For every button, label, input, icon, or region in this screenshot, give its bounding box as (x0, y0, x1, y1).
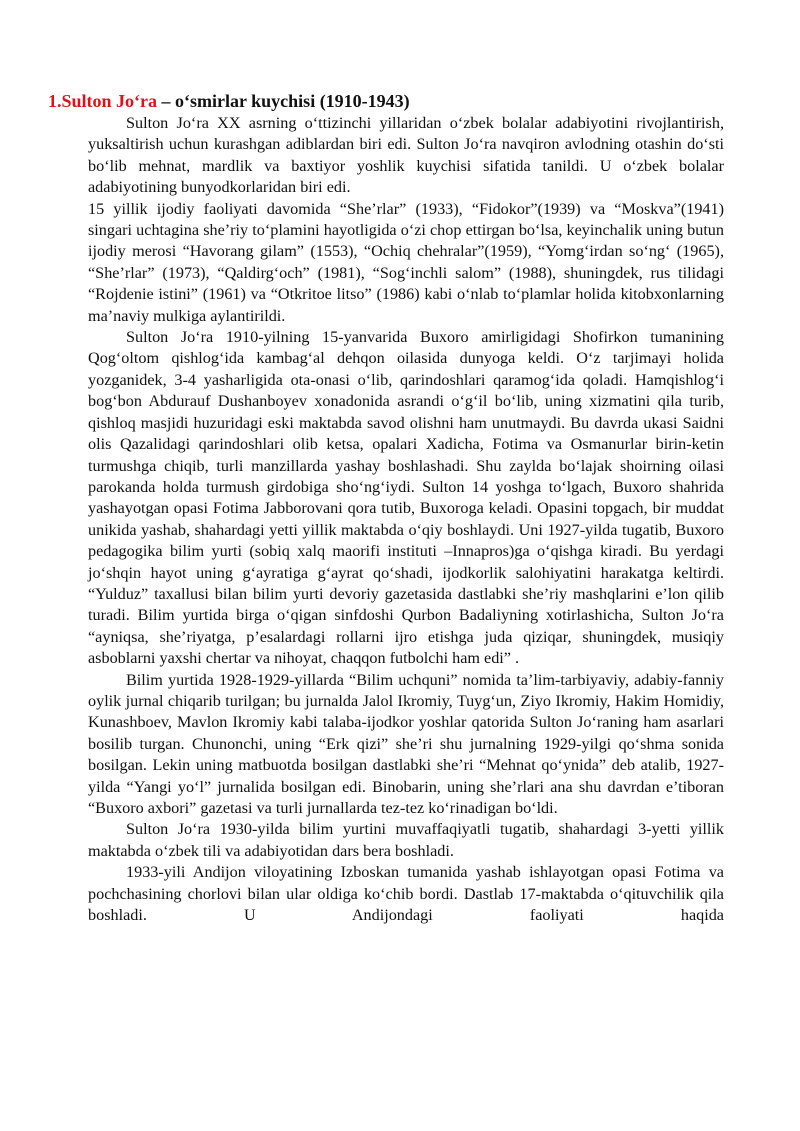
body-text (88, 113, 724, 926)
paragraph-teaching: Sulton Jo‘ra 1930-yilda bilim yurtini muvaffaqiyatli tugatib, shahardagi 3-yetti yillik maktabda o‘zbek tili va adabiyotidan dars bera boshladi. (88, 820, 724, 860)
paragraph-journal: Bilim yurtida 1928-1929-yillarda “Bilim uchquni” nomida ta’lim-tarbiyaviy, adabiy-fanniy oylik jurnal chiqarib turilgan; bu jurnalda Jalol Ikromiy, Tuyg‘un, Ziyo Ikromiy, Hakim Homidiy, Kunashboev, Mavlon Ikromiy kabi talaba-ijodkor yoshlar qatorida Sulton Jo‘raning ham asarlari bosilib turgan. Chunonchi, uning “Erk qizi” she’ri shu jurnalning 1929-yilgi qo‘shma sonida bosilgan. Lekin uning matbuotda bosilgan dastlabki she’ri “Mehnat qo‘ynida” deb atalib, 1927- yilda “Yangi yo‘l” jurnalida bosilgan edi. Binobarin, uning she’rlari ana shu davrdan e’tiboran “Buxoro axbori” gazetasi va turli jurnallarda tez-tez ko‘rinadigan bo‘ldi. (88, 670, 724, 817)
paragraph-intro: Sulton Jo‘ra XX asrning o‘ttizinchi yillaridan o‘zbek bolalar adabiyotini rivojlantirish, yuksaltirish uchun kurashgan adiblardan biri edi. Sulton Jo‘ra navqiron avlodning otashin do‘sti bo‘lib mehnat, mardlik va baxtiyor yoshlik kuychisi sifatida tanildi. U o‘zbek bolalar adabiyotining bunyodkorlaridan biri edi. (88, 114, 724, 197)
paragraph-biography: Sulton Jo‘ra 1910-yilning 15-yanvarida Buxoro amirligidagi Shofirkon tumanining Qog‘oltom qishlog‘ida kambag‘al dehqon oilasida dunyoga keldi. O‘z tarjimayi holida yozganidek, 3-4 yasharligida ota-onasi o‘lib, qarindoshlari qaramog‘ida qoladi. Hamqishlog‘i bog‘bon Abdurauf Dushanboyev xonadonida asrandi o‘g‘il bo‘lib, uning xizmatini qila turib, qishloq masjidi huzuridagi eski maktabda savod olishni ham unutmaydi. Bu davrda ukasi Saidni olis Qazalidagi qarindoshlari olib ketsa, opalari Xadicha, Fotima va Osmanurlar birin-ketin turmushga chiqib, turli manzillarda yashay boshlashadi. Shu zaylda bo‘lajak shoirning oilasi parokanda holda turmush girdobiga sho‘ng‘iydi. Sulton 14 yoshga to‘lgach, Buxoro shahrida yashayotgan opasi Fotima Jabborovani qora tutib, Buxoroga keladi. Opasini topgach, bir muddat unikida yashab, shahardagi yetti yillik maktabda o‘qiy boshlaydi. Uni 1927-yilda tugatib, Buxoro pedagogika bilim yurti (sobiq xalq maorifi instituti –Innapros)ga o‘qishga kiradi. Bu yerdagi jo‘shqin hayot uning g‘ayratiga g‘ayrat qo‘shadi, ijodkorlik salohiyatini harakatga keltirdi. “Yulduz” taxallusi bilan bilim yurti devoriy gazetasida dastlabki she’riy mashqlarini e’lon qilib turadi. Bilim yurtida birga o‘qigan sinfdoshi Qurbon Badaliyning xotirlashicha, Sulton Jo‘ra “ayniqsa, she’riyatga, p’esalardagi rollarni ijro etishga juda qiziqar, shuningdek, musiqiy asboblarni yaxshi chertar va nihoyat, chaqqon futbolchi ham edi” . (88, 328, 724, 668)
heading-number: 1. (48, 91, 62, 111)
section-heading (48, 90, 748, 112)
heading-author-name: Sulton Jo‘ra (61, 91, 158, 111)
heading-subtitle: – o‘smirlar kuychisi (1910-1943) (157, 91, 410, 111)
paragraph-collections: 15 yillik ijodiy faoliyati davomida “She’rlar” (1933), “Fidokor”(1939) va “Moskva”(1941) singari uchtagina she’riy to‘plamini hayotligida o‘zi chop ettirgan bo‘lsa, keyinchalik uning butun ijodiy merosi “Havorang gilam” (1553), “Ochiq chehralar”(1959), “Yomg‘irdan so‘ng‘ (1965), “She’rlar” (1973), “Qaldirg‘och” (1981), “Sog‘inchli salom” (1988), shuningdek, rus tilidagi “Rojdenie istini” (1961) va “Otkritoe litso” (1986) kabi o‘nlab to‘plamlar holida kitobxonlarning ma’naviy mulkiga aylantirildi. (88, 199, 724, 325)
paragraph-andijon: 1933-yili Andijon viloyatining Izboskan tumanida yashab ishlayotgan opasi Fotima va pochchasining chorlovi bilan ular oldiga ko‘chib bordi. Dastlab 17-maktabda o‘qituvchilik qila boshladi. U Andijondagi faoliyati haqida (88, 863, 724, 925)
